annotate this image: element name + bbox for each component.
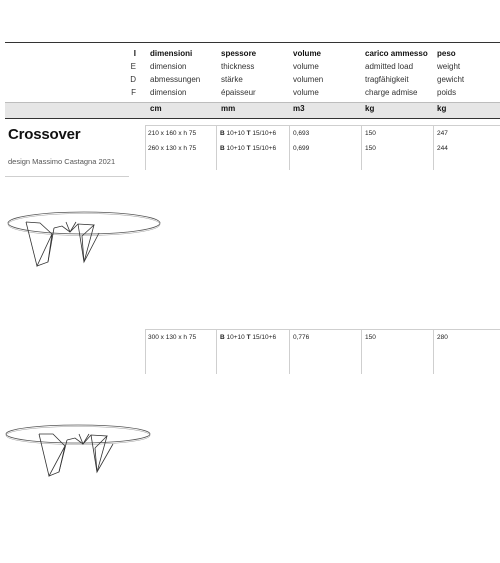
- table-divider: [433, 329, 434, 374]
- table-row-rule: [145, 329, 500, 330]
- cell-volume: 0,693: [293, 130, 310, 137]
- header-label-fr: épaisseur: [221, 88, 256, 97]
- header-label-it: volume: [293, 49, 322, 58]
- cell-volume: 0,699: [293, 145, 310, 152]
- cell-weight: 247: [437, 130, 448, 137]
- header-label-de: gewicht: [437, 75, 465, 84]
- unit-bar: [5, 102, 500, 119]
- oval-table-300-drawing: [3, 420, 153, 482]
- lang-code-en: E: [130, 62, 136, 71]
- cell-weight: 280: [437, 334, 448, 341]
- header-label-de: volumen: [293, 75, 324, 84]
- header-label-en: admitted load: [365, 62, 414, 71]
- column-header-load: [365, 47, 428, 99]
- table-divider: [145, 329, 146, 374]
- crossover-legs: [26, 222, 99, 266]
- header-label-de: abmessungen: [150, 75, 201, 84]
- header-label-fr: volume: [293, 88, 319, 97]
- lang-code-it: I: [133, 49, 136, 58]
- table-divider: [216, 329, 217, 374]
- header-label-fr: dimension: [150, 88, 187, 97]
- header-label-en: volume: [293, 62, 319, 71]
- cell-thickness: B 10+10 T 15/10+6: [220, 334, 277, 341]
- table-divider: [433, 125, 434, 170]
- table-divider: [145, 125, 146, 170]
- product-designer: design Massimo Castagna 2021: [8, 157, 116, 166]
- title-underline: [5, 176, 129, 177]
- crossover-legs: [39, 434, 113, 476]
- language-codes: [118, 47, 136, 99]
- table-top-edge: [6, 427, 150, 445]
- cell-load: 150: [365, 334, 376, 341]
- cell-weight: 244: [437, 145, 448, 152]
- unit-thickness: mm: [221, 104, 236, 113]
- header-label-it: spessore: [221, 49, 257, 58]
- header-label-en: dimension: [150, 62, 187, 71]
- header-label-en: thickness: [221, 62, 255, 71]
- column-header-dimension: [150, 47, 200, 99]
- cell-dimension: 300 x 130 x h 75: [148, 334, 197, 341]
- lang-code-de: D: [130, 75, 136, 84]
- table-divider: [361, 329, 362, 374]
- cell-load: 150: [365, 130, 376, 137]
- header-top-rule: [5, 42, 500, 43]
- unit-load: kg: [365, 104, 375, 113]
- header-label-it: peso: [437, 49, 456, 58]
- table-divider: [289, 329, 290, 374]
- unit-dimension: cm: [150, 104, 162, 113]
- header-label-fr: poids: [437, 88, 457, 97]
- cell-load: 150: [365, 145, 376, 152]
- column-header-weight: [437, 47, 464, 99]
- header-label-it: dimensioni: [150, 49, 193, 58]
- table-divider: [216, 125, 217, 170]
- cell-thickness: B 10+10 T 15/10+6: [220, 130, 277, 137]
- cell-volume: 0,776: [293, 334, 310, 341]
- table-divider: [361, 125, 362, 170]
- lang-code-fr: F: [131, 88, 136, 97]
- header-label-en: weight: [437, 62, 461, 71]
- header-label-it: carico ammesso: [365, 49, 428, 58]
- product-title: Crossover: [8, 126, 81, 143]
- column-header-volume: [293, 47, 323, 99]
- cell-dimension: 260 x 130 x h 75: [148, 145, 197, 152]
- oval-table-160-drawing: [4, 208, 164, 274]
- table-divider: [289, 125, 290, 170]
- header-label-de: tragfähigkeit: [365, 75, 409, 84]
- header-label-de: stärke: [221, 75, 243, 84]
- unit-weight: kg: [437, 104, 447, 113]
- unit-volume: m3: [293, 104, 305, 113]
- cell-thickness: B 10+10 T 15/10+6: [220, 145, 277, 152]
- column-header-thickness: [221, 47, 256, 99]
- table-top-outline: [8, 212, 160, 234]
- header-label-fr: charge admise: [365, 88, 418, 97]
- cell-dimension: 210 x 160 x h 75: [148, 130, 197, 137]
- table-row-rule: [145, 125, 500, 126]
